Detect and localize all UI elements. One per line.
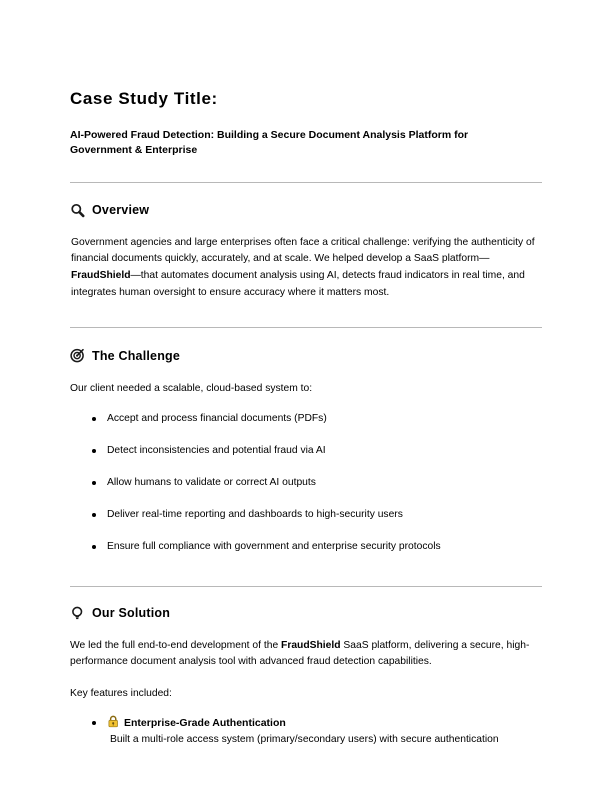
challenge-intro: Our client needed a scalable, cloud-based system to: <box>70 383 313 395</box>
bullet-dot-icon <box>92 721 96 725</box>
feature-title-label: Enterprise-Grade Authentication <box>124 716 286 729</box>
lightbulb-icon <box>70 606 85 621</box>
document-content <box>70 0 542 761</box>
section-heading-solution-label: Our Solution <box>92 606 171 621</box>
list-item-label: Ensure full compliance with government and enterprise security protocols <box>107 540 441 552</box>
key-features-label: Key features included: <box>70 688 172 700</box>
list-item <box>70 539 542 555</box>
solution-paragraph <box>70 621 540 671</box>
bullet-dot-icon <box>92 545 96 549</box>
list-item-label: Deliver real-time reporting and dashboards to high-security users <box>107 508 403 520</box>
list-item <box>70 411 542 427</box>
challenge-bullet-list <box>70 398 542 555</box>
overview-text-part1: Government agencies and large enterprises often face a critical challenge: verifying the authenticity of financial documents quickly, accurately, and at scale. We helped develop a SaaS platform— <box>71 236 535 265</box>
bullet-dot-icon <box>92 513 96 517</box>
solution-text-part2: SaaS platform, delivering a secure, high-performance document analysis tool with advanced fraud detection capabilities. <box>70 639 530 668</box>
section-heading-challenge-label: The Challenge <box>92 348 181 363</box>
solution-feature-list <box>70 703 542 748</box>
bullet-dot-icon <box>92 417 96 421</box>
overview-paragraph <box>70 218 541 302</box>
bullet-dot-icon <box>92 449 96 453</box>
section-heading-challenge <box>70 328 542 363</box>
solution-brand-name: FraudShield <box>281 639 341 651</box>
page-title: Case Study Title: <box>70 89 218 108</box>
section-heading-overview-label: Overview <box>92 203 150 218</box>
list-item-label: Accept and process financial documents (PDFs) <box>107 413 327 425</box>
target-icon <box>70 348 85 363</box>
overview-text-part2: —that automates document analysis using AI, detects fraud indicators in real time, and integrates human oversight to ensure accuracy where it matters most. <box>71 270 525 298</box>
list-item-label: Detect inconsistencies and potential fraud via AI <box>107 445 326 456</box>
section-heading-overview <box>70 183 542 218</box>
magnifying-glass-icon <box>70 203 85 218</box>
lock-icon <box>107 715 120 728</box>
list-item <box>70 443 542 459</box>
section-heading-solution <box>70 587 542 621</box>
list-item <box>70 507 542 523</box>
bullet-dot-icon <box>92 481 96 485</box>
feature-description: Built a multi-role access system (primary/secondary users) with secure authentication <box>110 734 499 746</box>
list-item <box>70 475 542 491</box>
solution-text-part1: We led the full end-to-end development of the <box>70 639 282 651</box>
overview-brand-name: FraudShield <box>71 270 131 282</box>
list-item-label: Allow humans to validate or correct AI outputs <box>107 476 316 488</box>
feature-title <box>107 715 542 731</box>
document-subtitle: AI-Powered Fraud Detection: Building a Secure Document Analysis Platform for Government & Enterprise <box>70 129 469 157</box>
list-item <box>70 715 542 748</box>
